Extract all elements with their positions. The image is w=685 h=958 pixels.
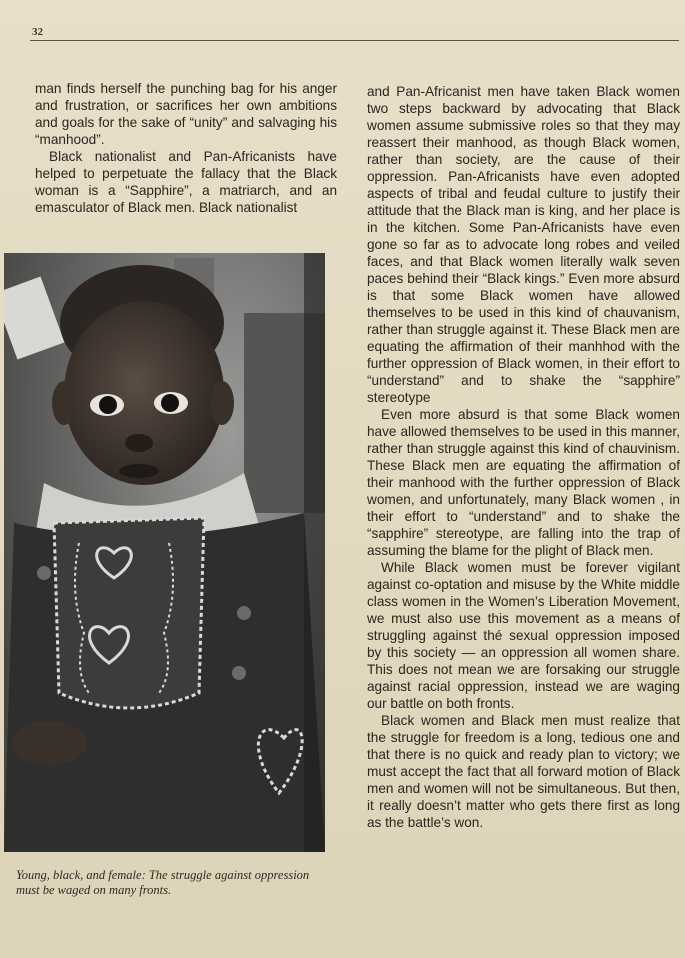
left-paragraph-1: man finds herself the punching bag for his anger and frustration, or sacrifices her own ambitions and goals for the sake of “unity” and salvaging his “manhood”. (35, 81, 337, 147)
left-column (35, 80, 337, 216)
left-paragraph-2: Black nationalist and Pan-Africanists have helped to perpetuate the fallacy that the Black woman is a “Sapphire”, a matriarch, and an emasculator of Black men. Black nationalist (35, 149, 337, 215)
right-paragraph-3: While Black women must be forever vigilant against co-optation and misuse by the White middle class women in the Women’s Liberation Movement, we must also use this movement as a means of struggling against thé sexual oppression imposed by this society — an oppression all women share. This does not mean we are forsaking our struggle against racial oppression, instead we are waging our battle on both fronts. (367, 560, 680, 711)
photo-caption: Young, black, and female: The struggle against oppression must be waged on many fronts. (16, 868, 310, 897)
header-rule (30, 40, 679, 41)
right-paragraph-4: Black women and Black men must realize that the struggle for freedom is a long, tedious one and that there is no quick and ready plan to victory; we must accept the fact that all forward motion of Black men and women will not be simultaneous. But then, it really doesn’t matter who gets there first as long as the battle’s won. (367, 713, 680, 830)
right-paragraph-1: and Pan-Africanist men have taken Black women two steps backward by advocating that Black women assume submissive roles so that they may reassert their manhood, as though Black women, rather than society, are the cause of their oppression. Pan-Africanists have even adopted aspects of tribal and feudal culture to justify their attitude that the Black man is king, and her place is in the kitchen. Some Pan-Africanists have even gone so far as to advocate long robes and veiled faces, and that Black women literally walk seven paces behind their “Black kings.” Even more absurd is that some Black women have allowed themselves to be used in this kind of chauvanism, rather than struggle against it. These Black men are equating the affirmation of their manhhod with the further oppression of Black women, in their effort to “understand” and to shake the “sapphire” stereotype (367, 84, 680, 405)
child-photo-illustration (4, 253, 325, 852)
right-column (367, 83, 680, 831)
page-number: 32 (32, 26, 43, 38)
right-paragraph-2: Even more absurd is that some Black women have allowed themselves to be used in this manner, rather than struggle against this kind of chauvinism. These Black men are equating the affirmation of their manhood with the further oppression of Black women, and unfortunately, many Black women , in their effort to “understand” and to shake the “sapphire” stereotype, are falling into the trap of assuming the blame for the plight of Black men. (367, 407, 680, 558)
child-photo (4, 253, 325, 852)
